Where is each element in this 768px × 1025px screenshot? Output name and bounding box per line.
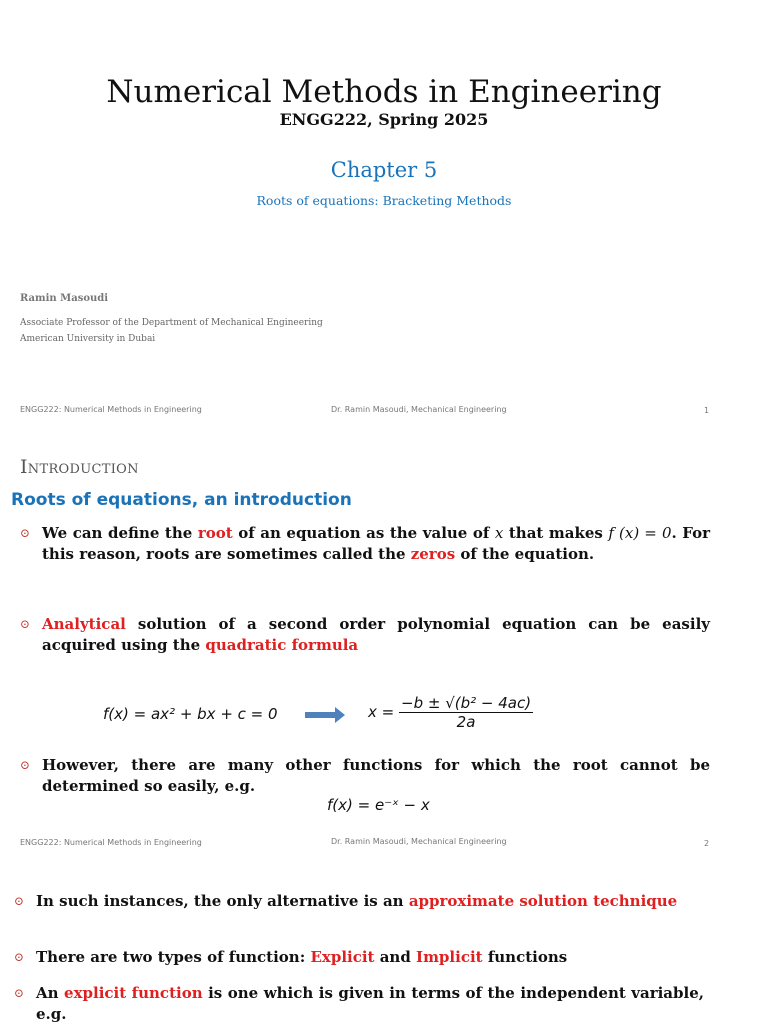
- section-title: Introduction: [20, 456, 139, 478]
- bullet-icon: ⊙: [20, 758, 31, 772]
- footer-instructor: Dr. Ramin Masoudi, Mechanical Engineering: [331, 405, 507, 414]
- bullet-text: Analytical solution of a second order polynomial equation can be easily acquired using the quadratic formula: [42, 615, 710, 654]
- arrow-right-icon: [305, 706, 347, 724]
- bullet-text: We can define the root of an equation as the value of x that makes f (x) = 0. For this reason, roots are sometimes called the zeros of the equation.: [42, 524, 711, 563]
- course-title: Numerical Methods in Engineering: [106, 74, 662, 110]
- author-affiliation-1: Associate Professor of the Department of Mechanical Engineering: [20, 318, 323, 328]
- bullet-explicit-function: [14, 983, 704, 1025]
- page-number: 1: [704, 406, 710, 415]
- course-subtitle: ENGG222, Spring 2025: [279, 110, 489, 129]
- example-function: f(x) = e⁻ˣ − x: [327, 796, 430, 814]
- bullet-text: An explicit function is one which is given in terms of the independent variable, e.g.: [36, 984, 704, 1023]
- footer-instructor: Dr. Ramin Masoudi, Mechanical Engineering: [331, 837, 507, 846]
- slide-2: [0, 432, 768, 864]
- bullet-approximate-solution: [14, 891, 704, 912]
- chapter-title: Chapter 5: [330, 158, 438, 182]
- slide-1: [0, 0, 768, 432]
- chapter-subtitle: Roots of equations: Bracketing Methods: [256, 193, 512, 208]
- bullet-text: In such instances, the only alternative is an approximate solution technique: [36, 892, 678, 910]
- bullet-icon: ⊙: [14, 894, 25, 908]
- bullet-root-definition: [20, 523, 710, 565]
- footer-course: ENGG222: Numerical Methods in Engineering: [20, 838, 202, 847]
- bullet-icon: ⊙: [14, 986, 25, 1000]
- polynomial-equation: f(x) = ax² + bx + c = 0: [103, 705, 278, 723]
- bullet-function-types: [14, 947, 704, 968]
- page-number: 2: [704, 839, 710, 848]
- bullet-icon: ⊙: [20, 526, 31, 540]
- author-name: Ramin Masoudi: [20, 293, 109, 304]
- quadratic-formula: x = $\frac{\text{−b ± √(b² − 4ac)}}{2a}$: [368, 694, 532, 731]
- bullet-text: There are two types of function: Explicit and Implicit functions: [36, 948, 568, 966]
- bullet-icon: ⊙: [14, 950, 25, 964]
- author-affiliation-2: American University in Dubai: [20, 334, 156, 344]
- bullet-icon: ⊙: [20, 617, 31, 631]
- bullet-other-functions: [20, 755, 710, 797]
- bullet-text: However, there are many other functions for which the root cannot be determined so easily, e.g.: [42, 756, 710, 795]
- slide-3: [0, 864, 768, 1024]
- bullet-analytical-solution: [20, 614, 710, 656]
- footer-course: ENGG222: Numerical Methods in Engineering: [20, 405, 202, 414]
- section-subtitle: Roots of equations, an introduction: [11, 490, 352, 510]
